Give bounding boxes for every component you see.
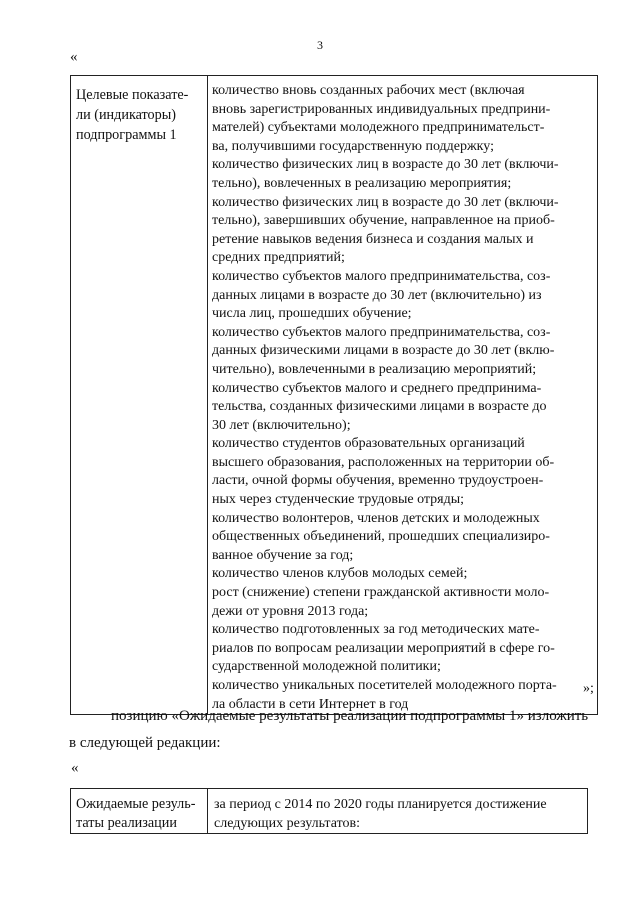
closing-quote: »; xyxy=(583,681,594,696)
table-row xyxy=(71,76,598,715)
content-line: данных физическими лицами в возрасте до 30 лет (вклю- xyxy=(212,343,555,359)
content-line: 30 лет (включительно); xyxy=(212,417,351,433)
content-line: ванное обучение за год; xyxy=(212,547,354,563)
content-line: количество физических лиц в возрасте до 30 лет (включи- xyxy=(212,157,559,173)
table-row xyxy=(71,789,588,834)
body-paragraph-line: позицию «Ожидаемые результаты реализации подпрограммы 1» изложить xyxy=(111,708,589,724)
content-line: ла области в сети Интернет в год xyxy=(212,696,409,712)
label-line: Целевые показате- xyxy=(76,87,189,103)
opening-quote: « xyxy=(71,760,79,776)
content-line: количество волонтеров, членов детских и молодежных xyxy=(212,510,540,526)
label-line: таты реализации xyxy=(76,815,177,831)
content-line: сударственной молодежной политики; xyxy=(212,659,441,675)
content-line: ва, получившими государственную поддержку; xyxy=(212,138,494,154)
content-line: количество вновь созданных рабочих мест (включая xyxy=(212,83,525,98)
content-line: общественных объединений, прошедших специализиро- xyxy=(212,529,550,545)
label-line: ли (индикаторы) xyxy=(76,107,177,123)
content-line: чительно), вовлеченными в реализацию мероприятий; xyxy=(212,361,537,377)
content-line: тельно), вовлеченных в реализацию мероприятия; xyxy=(212,175,512,191)
content-line: количество подготовленных за год методических мате- xyxy=(212,622,540,638)
content-line: ласти, очной формы обучения, временно трудоустроен- xyxy=(212,473,544,489)
content-line: за период с 2014 по 2020 годы планируется достижение xyxy=(214,797,547,812)
content-line: количество субъектов малого предпринимательства, соз- xyxy=(212,324,551,340)
page-number: 3 xyxy=(317,38,323,52)
content-line: мателей) субъектами молодежного предпринимательст- xyxy=(212,120,545,136)
target-indicators-table xyxy=(70,75,598,715)
table-content-cell xyxy=(208,789,588,834)
content-line: количество членов клубов молодых семей; xyxy=(212,566,468,582)
body-paragraph-line: в следующей редакции: xyxy=(69,735,221,751)
content-line: данных лицами в возрасте до 30 лет (включительно) из xyxy=(212,287,542,303)
content-line: количество студентов образовательных организаций xyxy=(212,436,525,452)
content-line: тельства, созданных физическими лицами в возрасте до xyxy=(212,399,547,415)
content-line: рост (снижение) степени гражданской активности моло- xyxy=(212,585,550,601)
opening-quote: « xyxy=(70,49,78,65)
content-line: вновь зарегистрированных индивидуальных предприни- xyxy=(212,101,551,117)
content-line: числа лиц, прошедших обучение; xyxy=(212,306,412,322)
expected-results-table xyxy=(70,788,588,834)
table-label-cell xyxy=(71,789,208,834)
content-line: средних предприятий; xyxy=(212,250,345,266)
content-line: дежи от уровня 2013 года; xyxy=(212,603,369,619)
content-line: количество физических лиц в возрасте до 30 лет (включи- xyxy=(212,194,559,210)
content-line: количество уникальных посетителей молодежного порта- xyxy=(212,678,557,693)
table-label-cell xyxy=(71,76,208,715)
content-line: ретение навыков ведения бизнеса и создания малых и xyxy=(212,231,534,247)
content-line: следующих результатов: xyxy=(214,816,361,831)
content-line: количество субъектов малого предпринимательства, соз- xyxy=(212,268,551,284)
label-line: подпрограммы 1 xyxy=(76,127,177,143)
content-line: риалов по вопросам реализации мероприятий в сфере го- xyxy=(212,640,555,656)
content-line: количество субъектов малого и среднего предпринима- xyxy=(212,380,542,396)
content-line: высшего образования, расположенных на территории об- xyxy=(212,454,555,470)
table-content-cell xyxy=(208,76,598,715)
content-line: тельно), завершивших обучение, направленное на приоб- xyxy=(212,213,555,229)
label-line: Ожидаемые резуль- xyxy=(76,796,196,812)
content-line: ных через студенческие трудовые отряды; xyxy=(212,492,465,508)
